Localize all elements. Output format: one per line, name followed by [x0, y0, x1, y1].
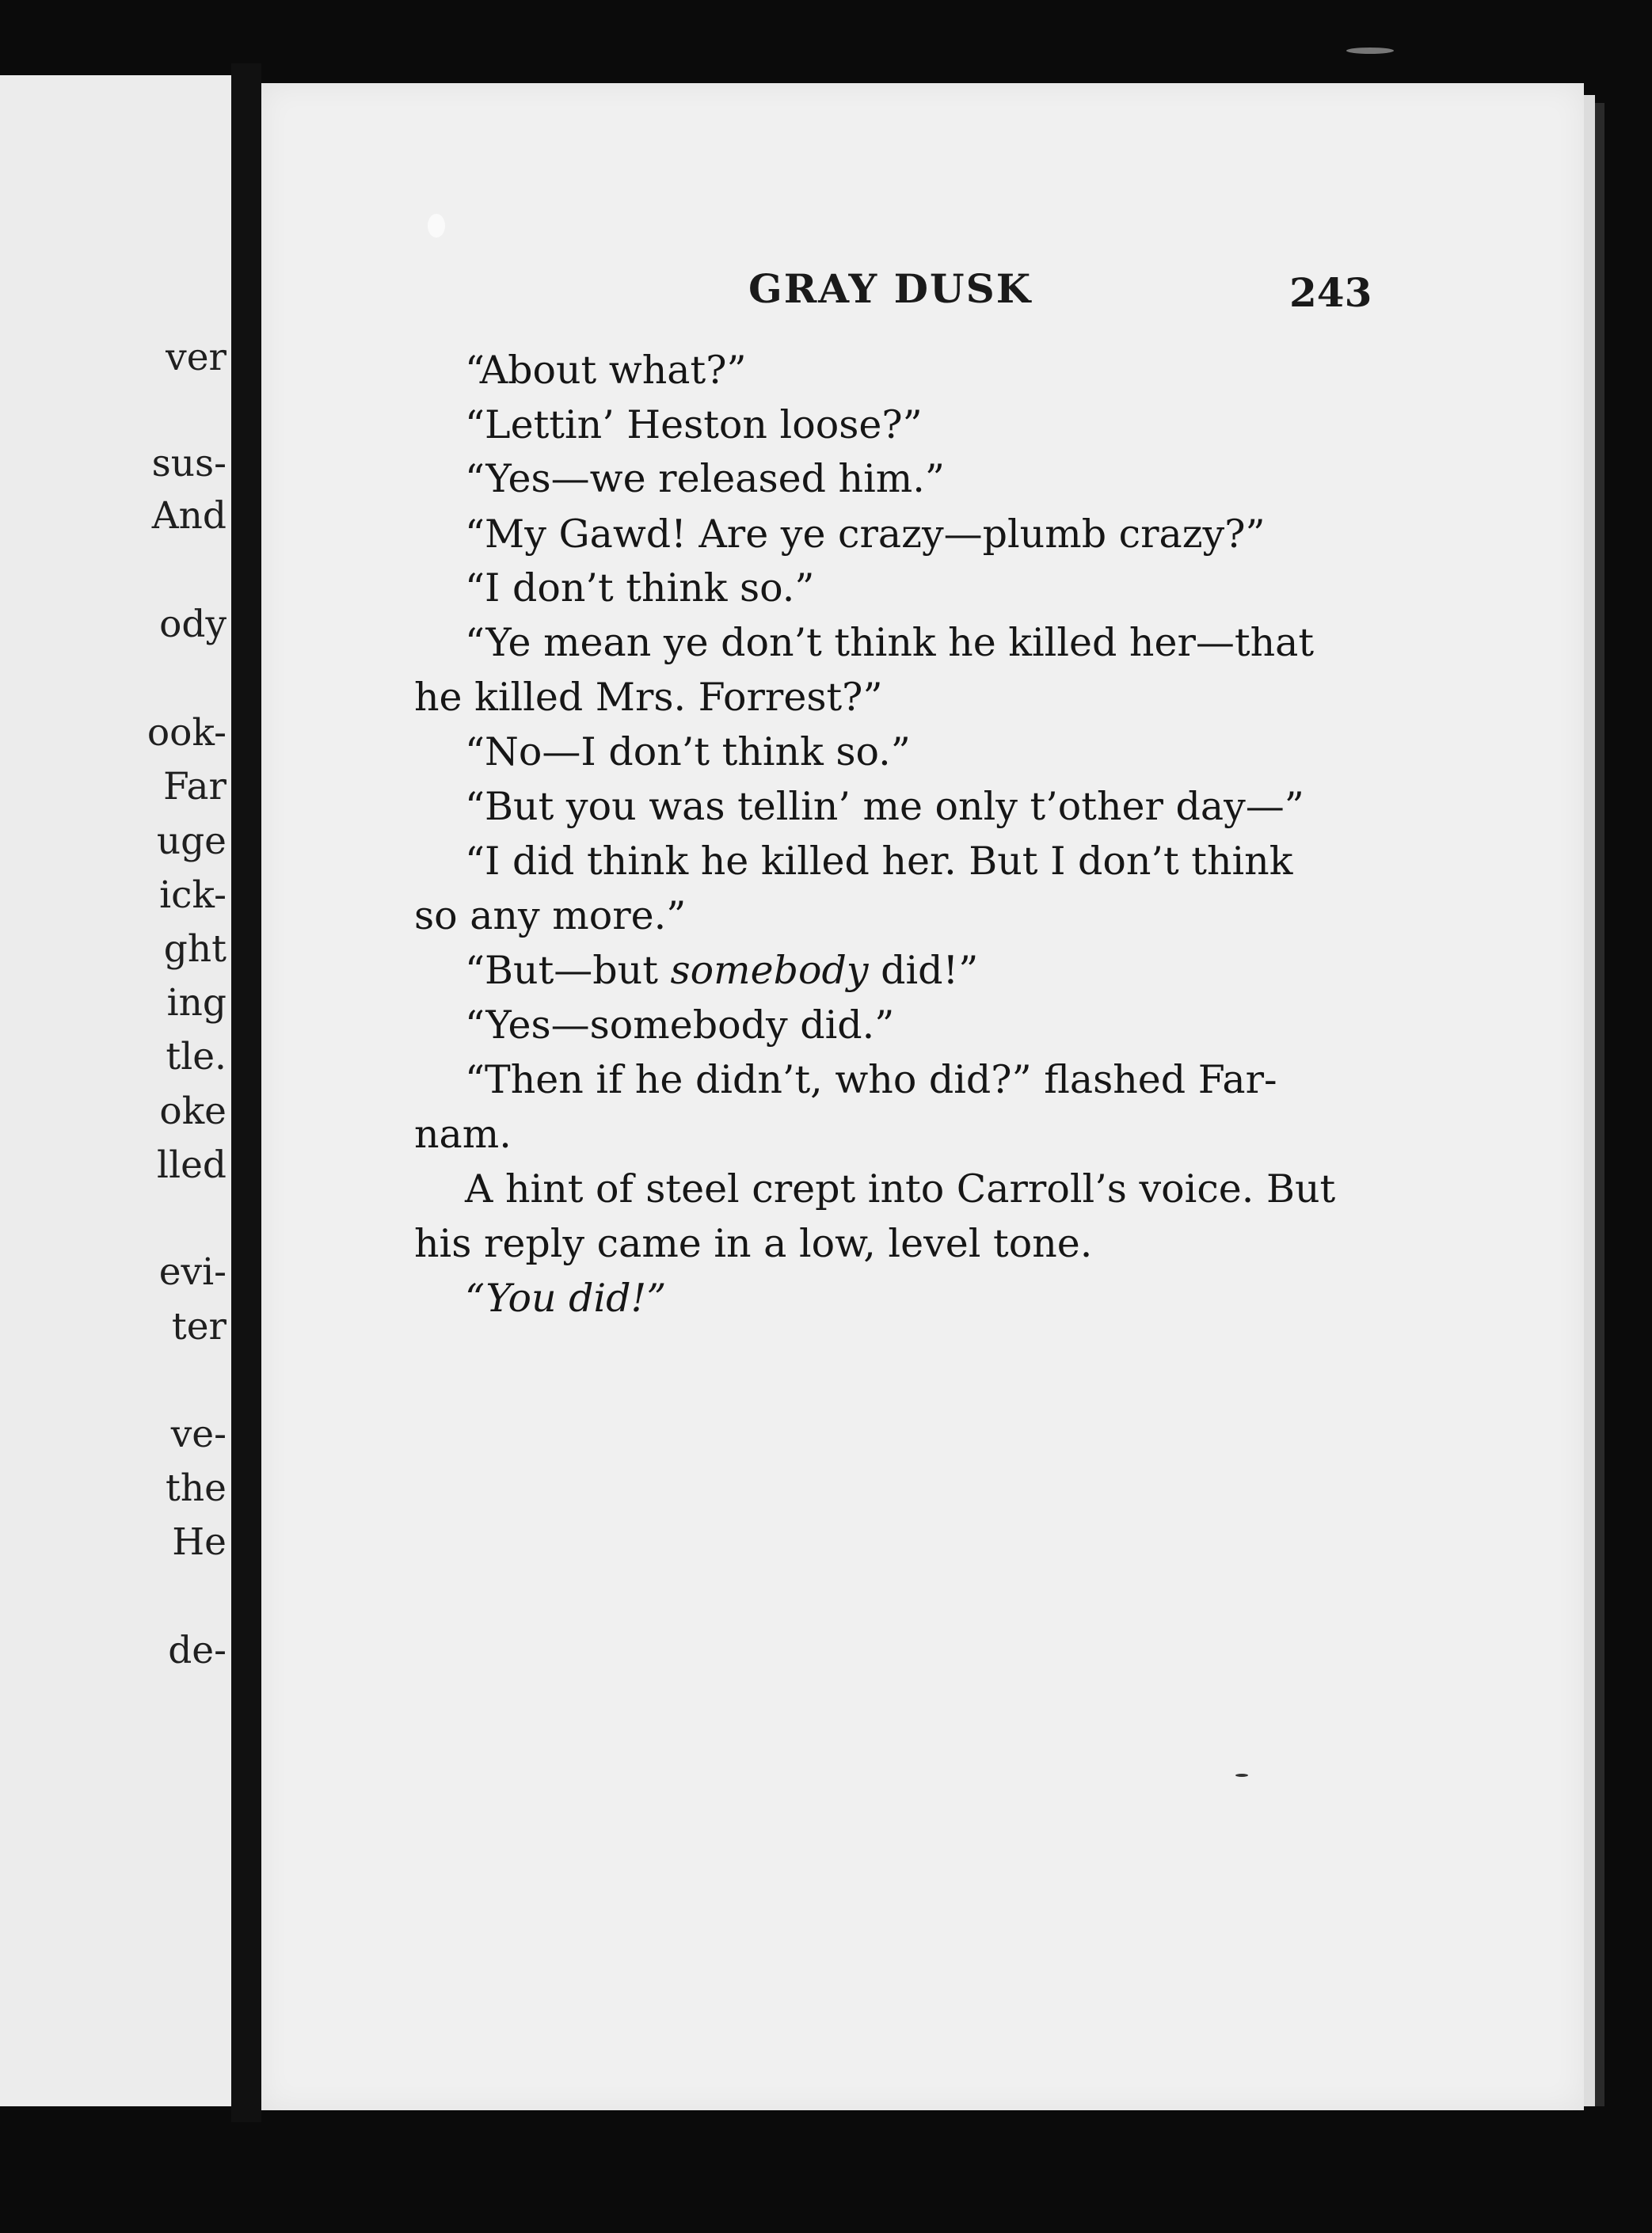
left-fragment: ook- — [147, 711, 226, 755]
text-line: his reply came in a low, level tone. — [414, 1221, 1093, 1266]
left-fragment: ter — [171, 1305, 226, 1349]
left-fragment: And — [151, 494, 226, 538]
left-fragment: ver — [166, 336, 226, 379]
left-fragment: tle. — [166, 1035, 226, 1078]
left-fragment: ick- — [159, 873, 226, 917]
left-fragment: lled — [157, 1143, 226, 1187]
scan-speck — [428, 214, 445, 238]
left-page-fragment — [0, 75, 231, 2106]
text-line: “About what?” — [465, 348, 747, 393]
text-line: “No—I don’t think so.” — [465, 729, 911, 774]
text-line: “I did think he killed her. But I don’t think — [465, 839, 1293, 884]
left-fragment: sus- — [151, 442, 226, 485]
text-line: A hint of steel crept into Carroll’s voice. But — [465, 1166, 1336, 1212]
page-edge — [1584, 95, 1595, 2106]
scan-speck — [1346, 48, 1394, 54]
text-line: “Lettin’ Heston loose?” — [465, 402, 923, 447]
left-fragment: evi- — [158, 1250, 226, 1294]
text-run: did!” — [868, 948, 979, 993]
left-fragment: ing — [166, 981, 226, 1025]
left-fragment: ody — [159, 603, 226, 646]
text-line: “Ye mean ye don’t think he killed her—that — [465, 620, 1315, 665]
italic-emphasis: somebody — [670, 948, 869, 993]
page-edge-shadow — [1595, 103, 1604, 2106]
left-fragment: oke — [159, 1090, 226, 1133]
left-fragment: the — [166, 1466, 226, 1510]
left-fragment: ght — [163, 927, 226, 971]
text-line: “My Gawd! Are ye crazy—plumb crazy?” — [465, 512, 1266, 557]
text-line: so any more.” — [414, 893, 687, 938]
page-number: 243 — [1289, 269, 1372, 316]
left-fragment: Far — [163, 765, 226, 808]
left-fragment: ve- — [170, 1413, 226, 1456]
text-line: “You did!” — [465, 1276, 667, 1321]
text-line: “But you was tellin’ me only t’other day—” — [465, 784, 1304, 829]
text-line: “I don’t think so.” — [465, 565, 815, 611]
page-gutter — [231, 63, 261, 2122]
text-line: “Then if he didn’t, who did?” flashed Far- — [465, 1057, 1277, 1102]
running-head: GRAY DUSK — [748, 265, 1033, 312]
text-line: “Yes—we released him.” — [465, 456, 945, 501]
left-fragment: uge — [156, 820, 226, 863]
scan-speck — [1235, 1774, 1248, 1777]
text-run: “But—but — [465, 948, 671, 993]
text-line — [465, 948, 979, 993]
text-line: nam. — [414, 1112, 512, 1157]
left-fragment: de- — [168, 1629, 226, 1672]
text-line: he killed Mrs. Forrest?” — [414, 675, 883, 720]
text-line: “Yes—somebody did.” — [465, 1002, 895, 1048]
left-fragment: He — [172, 1520, 226, 1564]
